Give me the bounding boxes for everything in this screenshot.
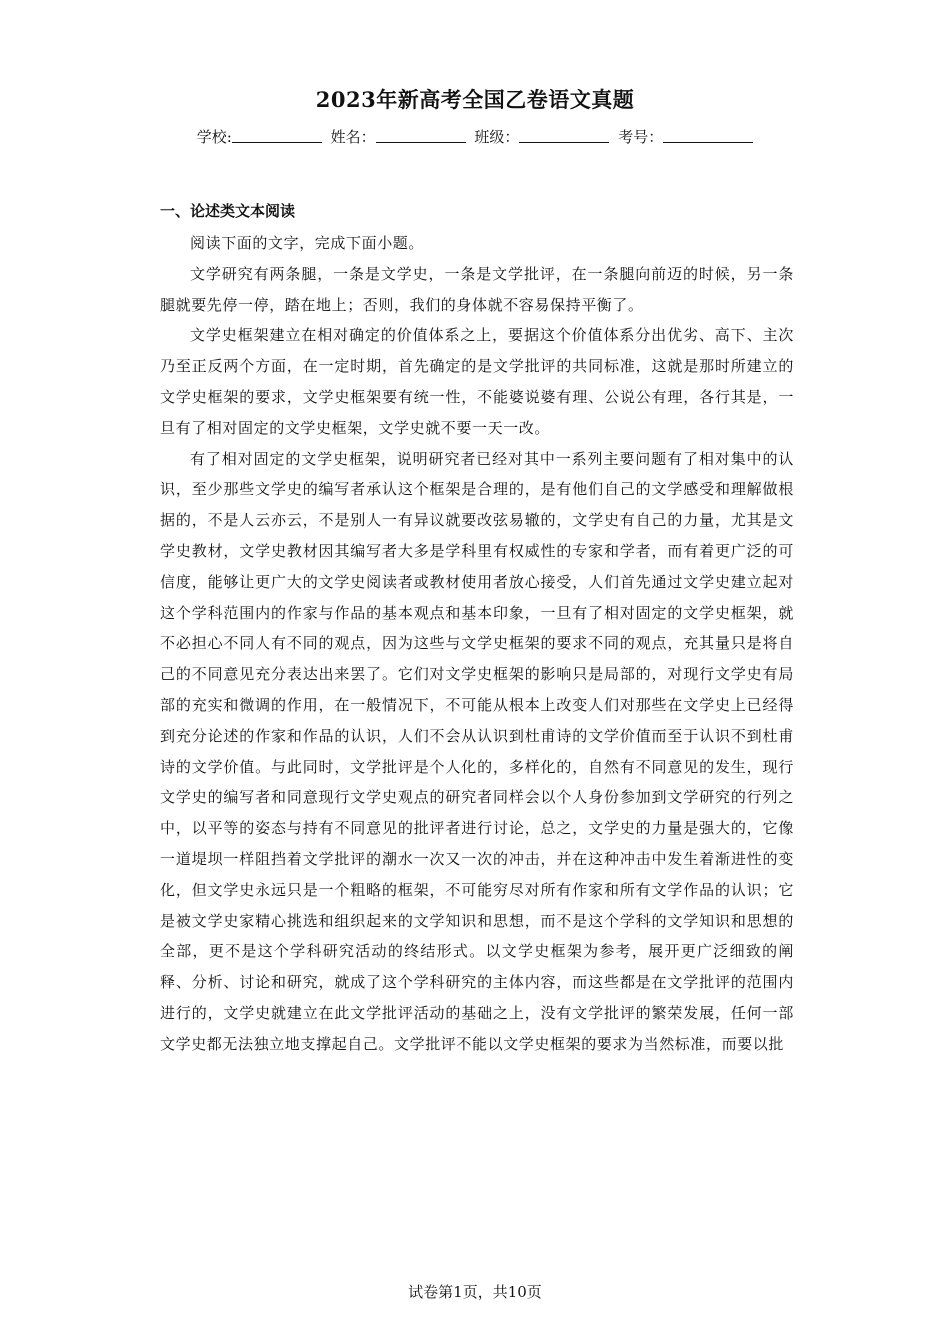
name-label: 姓名： [330,128,376,146]
class-blank [519,128,609,143]
exam-title: 2023年新高考全国乙卷语文真题 [315,87,635,112]
exam-number-blank [663,128,753,143]
page-footer: 试卷第1页，共10页 [408,1283,542,1301]
exam-number-field [618,126,753,147]
reading-passage [160,228,794,1060]
section-heading: 一、论述类文本阅读 [160,202,296,220]
passage-paragraph-1: 文学研究有两条腿，一条是文学史，一条是文学批评，在一条腿向前迈的时候，另一条腿就要先停一停，踏在地上；否则，我们的身体就不容易保持平衡了。 [160,264,794,314]
instruction-paragraph: 阅读下面的文字，完成下面小题。 [190,234,425,252]
school-label: 学校: [196,128,232,146]
class-field [474,126,609,147]
passage-paragraph-3: 有了相对固定的文学史框架，说明研究者已经对其中一系列主要问题有了相对集中的认识，至少那些文学史的编写者承认这个框架是合理的，是有他们自己的文学感受和理解做根据的，不是人云亦云，不是别人一有异议就要改弦易辙的，文学史有自己的力量，尤其是文学史教材，文学史教材因其编写者大多是学科里有权威性的专家和学者，而有着更广泛的可信度，能够让更广大的文学史阅读者或教材使用者放心接受，人们首先通过文学史建立起对这个学科范围内的作家与作品的基本观点和基本印象，一旦有了相对固定的文学史框架，就不必担心不同人有不同的观点，因为这些与文学史框架的要求不同的观点，充其量只是将自己的不同意见充分表达出来罢了。它们对文学史框架的影响只是局部的，对现行文学史有局部的充实和微调的作用，在一般情况下，不可能从根本上改变人们对那些在文学史上已经得到充分论述的作家和作品的认识，人们不会从认识到杜甫诗的文学价值而至于认识不到杜甫诗的文学价值。与此同时，文学批评是个人化的，多样化的，自然有不同意见的发生，现行文学史的编写者和同意现行文学史观点的研究者同样会以个人身份参加到文学研究的行列之中，以平等的姿态与持有不同意见的批评者进行讨论，总之，文学史的力量是强大的，它像一道堤坝一样阻挡着文学批评的潮水一次又一次的冲击，并在这种冲击中发生着渐进性的变化，但文学史永远只是一个粗略的框架，不可能穷尽对所有作家和所有文学作品的认识；它是被文学史家精心挑选和组织起来的文学知识和思想，而不是这个学科的文学知识和思想的全部，更不是这个学科研究活动的终结形式。以文学史框架为参考，展开更广泛细致的阐释、分析、讨论和研究，就成了这个学科研究的主体内容，而这些都是在文学批评的范围内进行的，文学史就建立在此文学批评活动的基础之上，没有文学批评的繁荣发展，任何一部文学史都无法独立地支撑起自己。文学批评不能以文学史框架的要求为当然标准，而要以批 [160,449,794,1053]
exam-number-label: 考号： [618,128,664,146]
passage-paragraph-2: 文学史框架建立在相对确定的价值体系之上，要据这个价值体系分出优劣、高下、主次乃至正反两个方面，在一定时期，首先确定的是文学批评的共同标准，这就是那时所建立的文学史框架的要求，文学史框架要有统一性，不能婆说婆有理、公说公有理，各行其是，一旦有了相对固定的文学史框架，文学史就不要一天一改。 [160,326,794,437]
name-blank [376,128,466,143]
name-field [331,126,466,147]
school-field [197,126,322,147]
class-label: 班级： [474,128,520,146]
school-blank [232,128,322,143]
student-info-line [0,126,950,147]
